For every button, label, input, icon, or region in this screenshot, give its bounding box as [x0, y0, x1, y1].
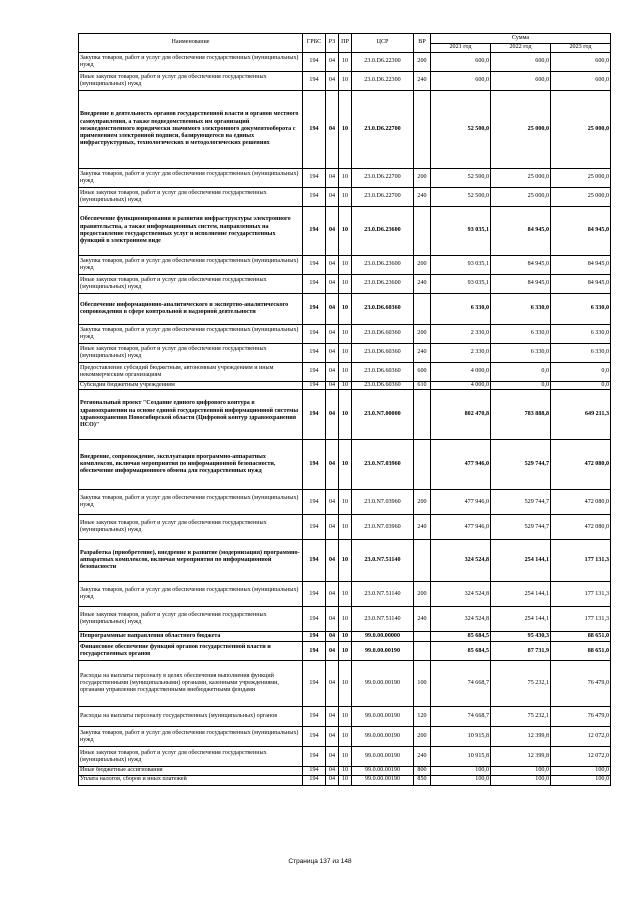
row-csr: 99.0.00.00190 — [352, 707, 414, 727]
budget-table — [78, 33, 611, 786]
row-rz: 04 — [326, 188, 339, 207]
row-name: Региональный проект "Создание единого цифрового контура в здравоохранении на основе единой государственной информационной системы здравоохранения Новосибирской области (Цифровой контур здравоохранения НСО)" — [79, 390, 303, 440]
row-sum-2023: 84 945,0 — [551, 256, 611, 275]
row-name: Субсидии бюджетным учреждениям — [79, 382, 303, 390]
row-sum-2023: 649 211,3 — [551, 390, 611, 440]
row-name: Закупка товаров, работ и услуг для обеспечения государственных (муниципальных) нужд — [79, 325, 303, 344]
row-sum-2022: 600,0 — [491, 72, 551, 91]
row-rz: 04 — [326, 275, 339, 294]
row-sum-2022: 254 144,1 — [491, 540, 551, 582]
row-csr: 23.0.N7.00000 — [352, 390, 414, 440]
row-csr: 23.0.D6.60360 — [352, 344, 414, 363]
row-grbs: 194 — [303, 294, 326, 325]
row-csr: 23.0.D6.60360 — [352, 382, 414, 390]
row-name: Закупка товаров, работ и услуг для обеспечения государственных (муниципальных) нужд — [79, 727, 303, 747]
row-vr — [414, 207, 431, 256]
row-rz: 04 — [326, 632, 339, 642]
row-vr: 610 — [414, 382, 431, 390]
row-grbs: 194 — [303, 207, 326, 256]
row-vr: 200 — [414, 727, 431, 747]
row-sum-2021: 477 946,0 — [431, 515, 491, 540]
row-sum-2022: 12 399,8 — [491, 727, 551, 747]
row-sum-2021: 100,0 — [431, 767, 491, 775]
row-sum-2021: 477 946,0 — [431, 440, 491, 490]
row-pr: 10 — [339, 515, 352, 540]
row-sum-2022: 783 888,8 — [491, 390, 551, 440]
row-rz: 04 — [326, 53, 339, 72]
row-sum-2021: 10 915,8 — [431, 727, 491, 747]
row-vr — [414, 642, 431, 661]
table-row — [79, 53, 611, 72]
row-pr: 10 — [339, 325, 352, 344]
row-vr: 100 — [414, 661, 431, 707]
row-pr: 10 — [339, 632, 352, 642]
row-vr: 200 — [414, 490, 431, 515]
row-name: Закупка товаров, работ и услуг для обеспечения государственных (муниципальных) нужд — [79, 53, 303, 72]
row-name: Иные закупки товаров, работ и услуг для обеспечения государственных (муниципальных) нужд — [79, 188, 303, 207]
row-sum-2022: 529 744,7 — [491, 490, 551, 515]
row-rz: 04 — [326, 515, 339, 540]
header-rz: РЗ — [326, 34, 339, 53]
row-pr: 10 — [339, 207, 352, 256]
table-row — [79, 256, 611, 275]
row-sum-2023: 177 131,3 — [551, 607, 611, 632]
row-grbs: 194 — [303, 53, 326, 72]
row-name: Уплата налогов, сборов и иных платежей — [79, 775, 303, 785]
table-row — [79, 344, 611, 363]
header-year-2023: 2023 год — [551, 44, 611, 53]
row-sum-2022: 12 399,8 — [491, 747, 551, 767]
table-row — [79, 727, 611, 747]
row-grbs: 194 — [303, 707, 326, 727]
header-year-2022: 2022 год — [491, 44, 551, 53]
row-grbs: 194 — [303, 440, 326, 490]
row-sum-2021: 600,0 — [431, 72, 491, 91]
header-vr: ВР — [414, 34, 431, 53]
row-sum-2022: 254 144,1 — [491, 582, 551, 607]
row-name: Закупка товаров, работ и услуг для обеспечения государственных (муниципальных) нужд — [79, 490, 303, 515]
row-sum-2022: 75 232,1 — [491, 661, 551, 707]
table-row — [79, 607, 611, 632]
row-sum-2021: 2 330,0 — [431, 344, 491, 363]
row-sum-2021: 10 915,8 — [431, 747, 491, 767]
header-year-2021: 2021 год — [431, 44, 491, 53]
row-grbs: 194 — [303, 188, 326, 207]
row-sum-2023: 84 945,0 — [551, 207, 611, 256]
row-sum-2023: 6 330,0 — [551, 294, 611, 325]
row-sum-2022: 254 144,1 — [491, 607, 551, 632]
row-pr: 10 — [339, 91, 352, 169]
row-name: Обеспечение функционирования и развития инфраструктуры электронного правительства, а также информационных систем, направленных на предоставление государственных услуг и исполнение государственных функций в электронном виде — [79, 207, 303, 256]
row-csr: 99.0.00.00190 — [352, 642, 414, 661]
row-csr: 99.0.00.00190 — [352, 767, 414, 775]
row-csr: 23.0.D6.60360 — [352, 294, 414, 325]
row-pr: 10 — [339, 767, 352, 775]
row-sum-2021: 93 035,1 — [431, 275, 491, 294]
row-sum-2023: 6 330,0 — [551, 325, 611, 344]
row-rz: 04 — [326, 325, 339, 344]
row-sum-2023: 472 080,0 — [551, 440, 611, 490]
row-csr: 23.0.D6.22300 — [352, 53, 414, 72]
row-pr: 10 — [339, 188, 352, 207]
row-sum-2022: 95 430,3 — [491, 632, 551, 642]
row-csr: 99.0.00.00190 — [352, 775, 414, 785]
row-pr: 10 — [339, 53, 352, 72]
row-rz: 04 — [326, 344, 339, 363]
table-row — [79, 632, 611, 642]
row-csr: 23.0.D6.60360 — [352, 325, 414, 344]
row-csr: 99.0.00.00190 — [352, 727, 414, 747]
row-sum-2021: 4 000,0 — [431, 382, 491, 390]
row-sum-2021: 100,0 — [431, 775, 491, 785]
row-vr: 240 — [414, 344, 431, 363]
row-sum-2021: 74 668,7 — [431, 707, 491, 727]
table-row — [79, 382, 611, 390]
table-row — [79, 207, 611, 256]
row-rz: 04 — [326, 294, 339, 325]
table-header — [79, 34, 611, 53]
table-row — [79, 515, 611, 540]
row-rz: 04 — [326, 642, 339, 661]
row-rz: 04 — [326, 767, 339, 775]
row-grbs: 194 — [303, 747, 326, 767]
row-vr — [414, 440, 431, 490]
table-row — [79, 294, 611, 325]
table-row — [79, 642, 611, 661]
row-pr: 10 — [339, 707, 352, 727]
row-csr: 23.0.D6.23600 — [352, 207, 414, 256]
row-csr: 99.0.00.00190 — [352, 747, 414, 767]
row-sum-2023: 76 479,0 — [551, 661, 611, 707]
row-sum-2022: 25 000,0 — [491, 169, 551, 188]
page-number: Страница 137 из 148 — [288, 858, 352, 865]
row-name: Финансовое обеспечение функций органов государственной власти и государственных органов — [79, 642, 303, 661]
row-sum-2022: 0,0 — [491, 363, 551, 382]
table-row — [79, 390, 611, 440]
row-vr: 200 — [414, 53, 431, 72]
table-row — [79, 775, 611, 785]
row-grbs: 194 — [303, 390, 326, 440]
row-grbs: 194 — [303, 582, 326, 607]
row-name: Иные закупки товаров, работ и услуг для обеспечения государственных (муниципальных) нужд — [79, 344, 303, 363]
row-rz: 04 — [326, 727, 339, 747]
row-sum-2021: 52 500,0 — [431, 91, 491, 169]
row-name: Иные закупки товаров, работ и услуг для обеспечения государственных (муниципальных) нужд — [79, 72, 303, 91]
row-sum-2021: 85 684,5 — [431, 642, 491, 661]
row-sum-2021: 52 500,0 — [431, 188, 491, 207]
row-sum-2022: 84 945,0 — [491, 207, 551, 256]
row-rz: 04 — [326, 72, 339, 91]
row-sum-2023: 84 945,0 — [551, 275, 611, 294]
row-csr: 23.0.N7.51140 — [352, 540, 414, 582]
row-sum-2021: 93 035,1 — [431, 256, 491, 275]
row-sum-2023: 177 131,3 — [551, 540, 611, 582]
row-name: Иные бюджетные ассигнования — [79, 767, 303, 775]
row-rz: 04 — [326, 747, 339, 767]
row-name: Расходы на выплаты персоналу государственных (муниципальных) органов — [79, 707, 303, 727]
row-pr: 10 — [339, 747, 352, 767]
row-sum-2023: 177 131,3 — [551, 582, 611, 607]
row-csr: 23.0.D6.22700 — [352, 188, 414, 207]
row-sum-2021: 600,0 — [431, 53, 491, 72]
row-rz: 04 — [326, 390, 339, 440]
row-vr: 240 — [414, 607, 431, 632]
row-sum-2021: 4 000,0 — [431, 363, 491, 382]
row-grbs: 194 — [303, 515, 326, 540]
row-vr — [414, 390, 431, 440]
row-csr: 23.0.N7.03960 — [352, 440, 414, 490]
row-sum-2023: 12 072,0 — [551, 727, 611, 747]
row-pr: 10 — [339, 490, 352, 515]
row-sum-2023: 100,0 — [551, 775, 611, 785]
row-pr: 10 — [339, 390, 352, 440]
table-row — [79, 661, 611, 707]
table-row — [79, 275, 611, 294]
table-row — [79, 188, 611, 207]
row-name: Обеспечение информационно-аналитического и экспертно-аналитического сопровождения в сфере контрольной и надзорной деятельности — [79, 294, 303, 325]
row-sum-2021: 477 946,0 — [431, 490, 491, 515]
row-sum-2022: 529 744,7 — [491, 440, 551, 490]
row-grbs: 194 — [303, 540, 326, 582]
row-sum-2021: 6 330,0 — [431, 294, 491, 325]
row-name: Закупка товаров, работ и услуг для обеспечения государственных (муниципальных) нужд — [79, 169, 303, 188]
row-grbs: 194 — [303, 632, 326, 642]
header-name: Наименование — [79, 34, 303, 53]
row-grbs: 194 — [303, 661, 326, 707]
table-row — [79, 325, 611, 344]
row-csr: 23.0.D6.23600 — [352, 256, 414, 275]
row-vr — [414, 540, 431, 582]
row-sum-2021: 324 524,8 — [431, 607, 491, 632]
header-grbs: ГРБС — [303, 34, 326, 53]
row-sum-2023: 472 080,0 — [551, 515, 611, 540]
row-rz: 04 — [326, 540, 339, 582]
row-sum-2022: 25 000,0 — [491, 188, 551, 207]
table-row — [79, 363, 611, 382]
row-sum-2023: 6 330,0 — [551, 344, 611, 363]
row-rz: 04 — [326, 363, 339, 382]
row-vr: 800 — [414, 767, 431, 775]
row-grbs: 194 — [303, 91, 326, 169]
row-sum-2023: 25 000,0 — [551, 91, 611, 169]
row-rz: 04 — [326, 169, 339, 188]
row-name: Иные закупки товаров, работ и услуг для обеспечения государственных (муниципальных) нужд — [79, 515, 303, 540]
row-sum-2022: 529 744,7 — [491, 515, 551, 540]
table-row — [79, 767, 611, 775]
header-sum: Сумма — [431, 34, 611, 44]
row-csr: 23.0.D6.22300 — [352, 72, 414, 91]
row-sum-2023: 472 080,0 — [551, 490, 611, 515]
row-sum-2021: 52 500,0 — [431, 169, 491, 188]
row-pr: 10 — [339, 294, 352, 325]
row-vr: 240 — [414, 515, 431, 540]
table-row — [79, 490, 611, 515]
row-rz: 04 — [326, 440, 339, 490]
row-sum-2021: 802 470,8 — [431, 390, 491, 440]
row-vr — [414, 91, 431, 169]
row-name: Иные закупки товаров, работ и услуг для обеспечения государственных (муниципальных) нужд — [79, 747, 303, 767]
row-sum-2023: 76 479,0 — [551, 707, 611, 727]
row-csr: 99.0.00.00190 — [352, 661, 414, 707]
row-grbs: 194 — [303, 382, 326, 390]
row-sum-2021: 324 524,8 — [431, 582, 491, 607]
row-vr: 200 — [414, 325, 431, 344]
row-grbs: 194 — [303, 325, 326, 344]
row-name: Расходы на выплаты персоналу в целях обеспечения выполнения функций государственными (муниципальными) органами, казенными учреждениями, органами управления государственными внебюджетными фондами — [79, 661, 303, 707]
row-pr: 10 — [339, 607, 352, 632]
row-vr: 850 — [414, 775, 431, 785]
row-sum-2022: 6 330,0 — [491, 344, 551, 363]
row-rz: 04 — [326, 256, 339, 275]
row-grbs: 194 — [303, 767, 326, 775]
row-sum-2023: 0,0 — [551, 363, 611, 382]
row-rz: 04 — [326, 582, 339, 607]
row-pr: 10 — [339, 382, 352, 390]
row-sum-2022: 75 232,1 — [491, 707, 551, 727]
row-sum-2021: 74 668,7 — [431, 661, 491, 707]
table-row — [79, 72, 611, 91]
row-csr: 23.0.D6.60360 — [352, 363, 414, 382]
row-pr: 10 — [339, 642, 352, 661]
table-row — [79, 540, 611, 582]
row-sum-2021: 2 330,0 — [431, 325, 491, 344]
row-sum-2023: 25 000,0 — [551, 188, 611, 207]
row-csr: 23.0.D6.22700 — [352, 169, 414, 188]
row-pr: 10 — [339, 344, 352, 363]
row-name: Разработка (приобретение), внедрение и развитие (модернизация) программно-аппаратных комплексов, включая мероприятия по информационной безопасности — [79, 540, 303, 582]
table-row — [79, 169, 611, 188]
header-pr: ПР — [339, 34, 352, 53]
row-name: Закупка товаров, работ и услуг для обеспечения государственных (муниципальных) нужд — [79, 582, 303, 607]
header-csr: ЦСР — [352, 34, 414, 53]
row-pr: 10 — [339, 661, 352, 707]
row-csr: 23.0.N7.51140 — [352, 607, 414, 632]
row-vr: 240 — [414, 275, 431, 294]
row-vr: 200 — [414, 256, 431, 275]
row-csr: 23.0.D6.22700 — [352, 91, 414, 169]
row-rz: 04 — [326, 382, 339, 390]
row-grbs: 194 — [303, 607, 326, 632]
row-grbs: 194 — [303, 363, 326, 382]
row-pr: 10 — [339, 540, 352, 582]
row-grbs: 194 — [303, 727, 326, 747]
row-grbs: 194 — [303, 169, 326, 188]
row-grbs: 194 — [303, 344, 326, 363]
row-vr: 240 — [414, 188, 431, 207]
table-row — [79, 707, 611, 727]
row-sum-2023: 600,0 — [551, 53, 611, 72]
row-grbs: 194 — [303, 72, 326, 91]
row-vr: 240 — [414, 72, 431, 91]
row-pr: 10 — [339, 727, 352, 747]
row-name: Внедрение, сопровождение, эксплуатация программно-аппаратных комплексов, включая мероприятия по информационной безопасности, обеспечение информационного обмена для государственных нужд — [79, 440, 303, 490]
row-sum-2023: 88 651,0 — [551, 642, 611, 661]
row-name: Внедрение в деятельность органов государственной власти и органов местного самоуправления, а также подведомственных им организаций межведомственного юридически значимого электронного документооборота с применением электронной подписи, базирующегося на единых инфраструктурных, технологических и методологических решениях — [79, 91, 303, 169]
row-pr: 10 — [339, 169, 352, 188]
row-vr: 240 — [414, 747, 431, 767]
row-pr: 10 — [339, 775, 352, 785]
row-pr: 10 — [339, 72, 352, 91]
row-csr: 99.0.00.00000 — [352, 632, 414, 642]
row-name: Иные закупки товаров, работ и услуг для обеспечения государственных (муниципальных) нужд — [79, 607, 303, 632]
row-sum-2022: 84 945,0 — [491, 275, 551, 294]
row-vr: 120 — [414, 707, 431, 727]
row-sum-2023: 100,0 — [551, 767, 611, 775]
row-sum-2022: 0,0 — [491, 382, 551, 390]
row-rz: 04 — [326, 607, 339, 632]
row-pr: 10 — [339, 256, 352, 275]
row-sum-2023: 0,0 — [551, 382, 611, 390]
row-pr: 10 — [339, 363, 352, 382]
row-name: Непрограммные направления областного бюджета — [79, 632, 303, 642]
row-rz: 04 — [326, 775, 339, 785]
row-sum-2022: 25 000,0 — [491, 91, 551, 169]
row-sum-2022: 6 330,0 — [491, 325, 551, 344]
row-grbs: 194 — [303, 490, 326, 515]
row-sum-2022: 87 731,9 — [491, 642, 551, 661]
row-rz: 04 — [326, 91, 339, 169]
row-sum-2022: 600,0 — [491, 53, 551, 72]
row-grbs: 194 — [303, 256, 326, 275]
row-sum-2021: 85 684,5 — [431, 632, 491, 642]
row-csr: 23.0.D6.23600 — [352, 275, 414, 294]
table-row — [79, 91, 611, 169]
row-csr: 23.0.N7.03960 — [352, 515, 414, 540]
row-grbs: 194 — [303, 275, 326, 294]
row-rz: 04 — [326, 661, 339, 707]
row-pr: 10 — [339, 440, 352, 490]
table-row — [79, 440, 611, 490]
row-vr: 600 — [414, 363, 431, 382]
row-name: Закупка товаров, работ и услуг для обеспечения государственных (муниципальных) нужд — [79, 256, 303, 275]
row-sum-2022: 84 945,0 — [491, 256, 551, 275]
row-csr: 23.0.N7.51140 — [352, 582, 414, 607]
table-row — [79, 747, 611, 767]
row-sum-2022: 100,0 — [491, 767, 551, 775]
row-rz: 04 — [326, 207, 339, 256]
row-vr: 200 — [414, 582, 431, 607]
row-pr: 10 — [339, 275, 352, 294]
row-vr — [414, 632, 431, 642]
table-row — [79, 582, 611, 607]
row-pr: 10 — [339, 582, 352, 607]
row-name: Иные закупки товаров, работ и услуг для обеспечения государственных (муниципальных) нужд — [79, 275, 303, 294]
row-rz: 04 — [326, 707, 339, 727]
row-sum-2022: 100,0 — [491, 775, 551, 785]
row-sum-2023: 25 000,0 — [551, 169, 611, 188]
row-sum-2023: 12 072,0 — [551, 747, 611, 767]
row-grbs: 194 — [303, 775, 326, 785]
row-sum-2021: 93 035,1 — [431, 207, 491, 256]
row-sum-2022: 6 330,0 — [491, 294, 551, 325]
row-csr: 23.0.N7.03960 — [352, 490, 414, 515]
row-grbs: 194 — [303, 642, 326, 661]
table-body — [79, 53, 611, 786]
row-sum-2021: 324 524,8 — [431, 540, 491, 582]
row-sum-2023: 600,0 — [551, 72, 611, 91]
row-vr: 200 — [414, 169, 431, 188]
row-rz: 04 — [326, 490, 339, 515]
row-name: Предоставление субсидий бюджетным, автономным учреждениям и иным некоммерческим организациям — [79, 363, 303, 382]
row-vr — [414, 294, 431, 325]
row-sum-2023: 88 651,0 — [551, 632, 611, 642]
